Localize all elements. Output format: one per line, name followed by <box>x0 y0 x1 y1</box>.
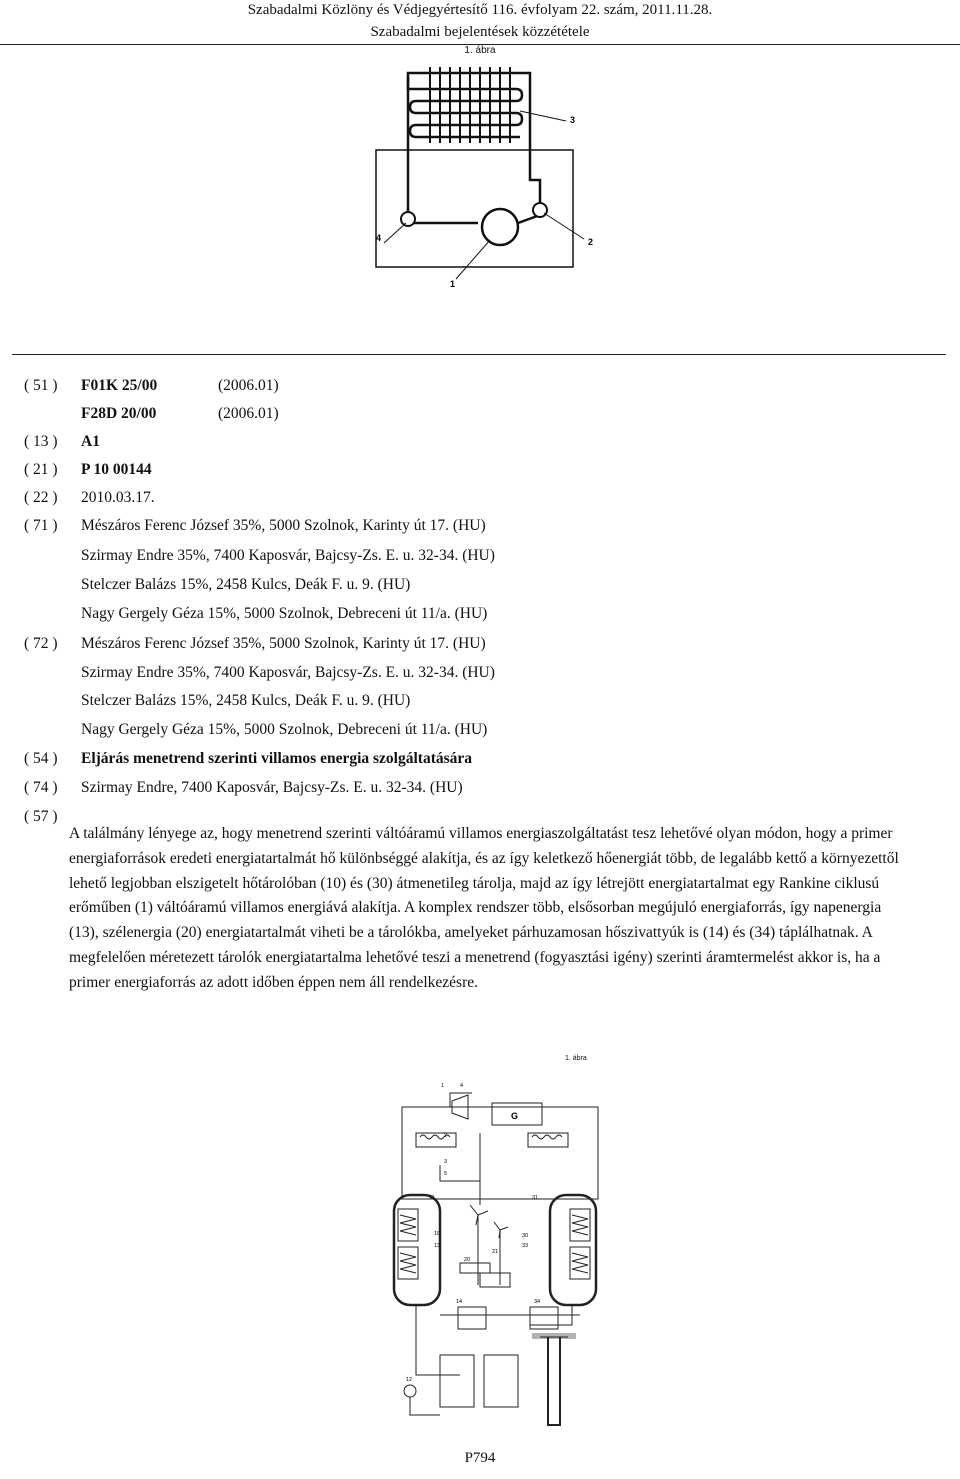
figure2-ground-box-1 <box>440 1355 474 1407</box>
figure2-tank-10 <box>394 1195 440 1305</box>
figure1-label-3: 3 <box>570 115 576 125</box>
figure2-tank-30 <box>550 1195 596 1305</box>
figure2-label-21: 21 <box>492 1249 499 1255</box>
figure2-label-14: 14 <box>456 1299 463 1305</box>
figure2-solar-collector <box>460 1263 490 1273</box>
figure1-fins <box>430 67 510 143</box>
figure2-caption: 1. ábra <box>565 1055 587 1062</box>
figure2-pump-12 <box>404 1385 416 1397</box>
figure2-label-2: 2 <box>444 1133 448 1139</box>
figure1-drawing <box>360 55 610 290</box>
figure2-label-20: 20 <box>464 1257 471 1263</box>
figure1-coil <box>408 73 540 215</box>
figure2-house <box>480 1273 510 1287</box>
figure1-caption: 1. ábra <box>464 45 496 56</box>
figure2-label-5: 5 <box>444 1171 448 1177</box>
figure2-borehole <box>548 1337 560 1425</box>
figure2-label-33: 33 <box>522 1243 529 1249</box>
figure2-drawing <box>380 1075 610 1435</box>
figure2-label-31: 31 <box>532 1195 539 1201</box>
figure2-label-10: 10 <box>434 1231 441 1237</box>
figure1-label-1: 1 <box>450 279 456 289</box>
section-header: Szabadalmi bejelentések közzététele <box>370 24 590 40</box>
figure2-label-3: 3 <box>444 1159 448 1165</box>
figure2-ground-box-2 <box>484 1355 518 1407</box>
figure1-compressor <box>482 209 518 245</box>
figure2-label-13: 13 <box>434 1243 441 1249</box>
figure2-label-30: 30 <box>522 1233 529 1239</box>
figure2-label-11: 11 <box>429 1195 435 1201</box>
journal-header: Szabadalmi Közlöny és Védjegyértesítő 116. évfolyam 22. szám, 2011.11.28. <box>247 2 713 18</box>
abstract-text: A találmány lényege az, hogy menetrend szerinti váltóáramú villamos energiaszolgáltatást tesz lehetővé olyan módon, hogy a primer energiaforrások eredeti energiatartalmát hő különbséggé alakítja, és az így keletkező hőenergiát több, de legalább kettő a környezettől lehető legjobban elszigetelt hőtárolóban (10) és (30) átmenetileg tárolja, majd az így létrejött energiatartalmat egy Rankine ciklusú erőműben (1) váltóáramú villamos energiává alakítja. A komplex rendszer több, elsősorban megújuló energiaforrás, így napenergia (13), szélenergia (20) energiatartalmát viheti be a tárolókba, amelyeket párhuzamosan hőszivattyúk is (14) és (34) táplálhatnak. A megfelelően méretezett tárolók energiatartalma lehetővé teszi a menetrend (fogyasztási igény) szerinti áramtermelést akkor is, ha a primer energiaforrás az adott időben éppen nem áll rendelkezésre. <box>69 825 899 991</box>
figure1-label-2: 2 <box>588 237 594 247</box>
figure2-heatpump-14 <box>458 1307 486 1329</box>
figure2-label-4: 4 <box>460 1083 464 1089</box>
figure2-upper-frame <box>402 1107 598 1199</box>
section-divider <box>12 354 946 355</box>
figure2-heatpump-34 <box>530 1307 558 1329</box>
figure1-valve <box>401 212 415 226</box>
page-number: P794 <box>464 1450 496 1466</box>
figure2-label-G: G <box>511 1111 519 1121</box>
figure2-label-12: 12 <box>406 1377 413 1383</box>
figure2-label-34: 34 <box>534 1299 541 1305</box>
figure1-sensor <box>533 203 547 217</box>
figure1-label-4: 4 <box>376 233 382 243</box>
figure2-label-1: 1 <box>441 1083 445 1089</box>
